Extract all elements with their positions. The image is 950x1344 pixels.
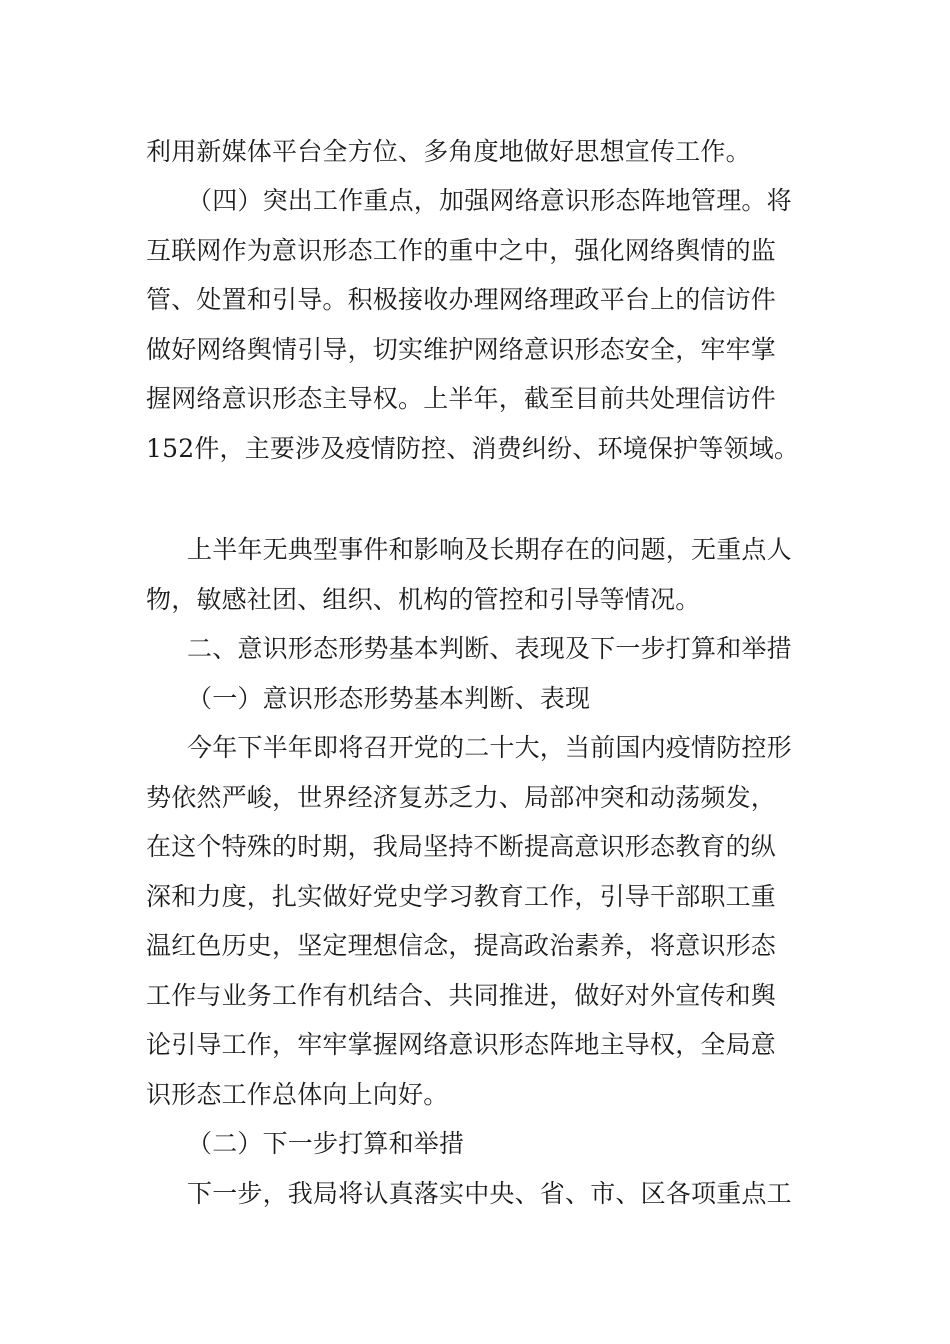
text-line: 今年下半年即将召开党的二十大，当前国内疫情防控形 [187,733,792,762]
text-line: 做好网络舆情引导，切实维护网络意识形态安全，牢牢掌 [146,335,777,364]
text-line: 在这个特殊的时期，我局坚持不断提高意识形态教育的纵 [146,832,777,861]
text-line: 温红色历史，坚定理想信念，提高政治素养，将意识形态 [146,931,777,960]
text-line: 物，敏感社团、组织、机构的管控和引导等情况。 [146,585,701,614]
text-line: 下一步，我局将认真落实中央、省、市、区各项重点工 [187,1179,792,1208]
text-line: 工作与业务工作有机结合、共同推进，做好对外宣传和舆 [146,981,777,1010]
text-line: 利用新媒体平台全方位、多角度地做好思想宣传工作。 [146,137,751,166]
subsection-heading: （一）意识形态形势基本判断、表现 [187,684,591,713]
text-line: 深和力度，扎实做好党史学习教育工作，引导干部职工重 [146,882,777,911]
text-line: 势依然严峻，世界经济复苏乏力、局部冲突和动荡频发， [146,783,777,812]
text-line: 论引导工作，牢牢掌握网络意识形态阵地主导权，全局意 [146,1030,777,1059]
section-heading: （四）突出工作重点，加强网络意识形态阵地管理。将 [187,186,792,215]
subsection-heading: （二）下一步打算和举措 [187,1129,465,1158]
section-heading: 二、意识形态形势基本判断、表现及下一步打算和举措 [187,634,792,663]
text-line: 互联网作为意识形态工作的重中之中，强化网络舆情的监 [146,236,777,265]
text-line: 上半年无典型事件和影响及长期存在的问题，无重点人 [187,535,792,564]
text-line: 握网络意识形态主导权。上半年，截至目前共处理信访件 [146,384,777,413]
text-line: 管、处置和引导。积极接收办理网络理政平台上的信访件 [146,285,777,314]
text-line: 识形态工作总体向上向好。 [146,1080,449,1109]
text-line: 152件，主要涉及疫情防控、消费纠纷、环境保护等领域。 [146,434,800,463]
